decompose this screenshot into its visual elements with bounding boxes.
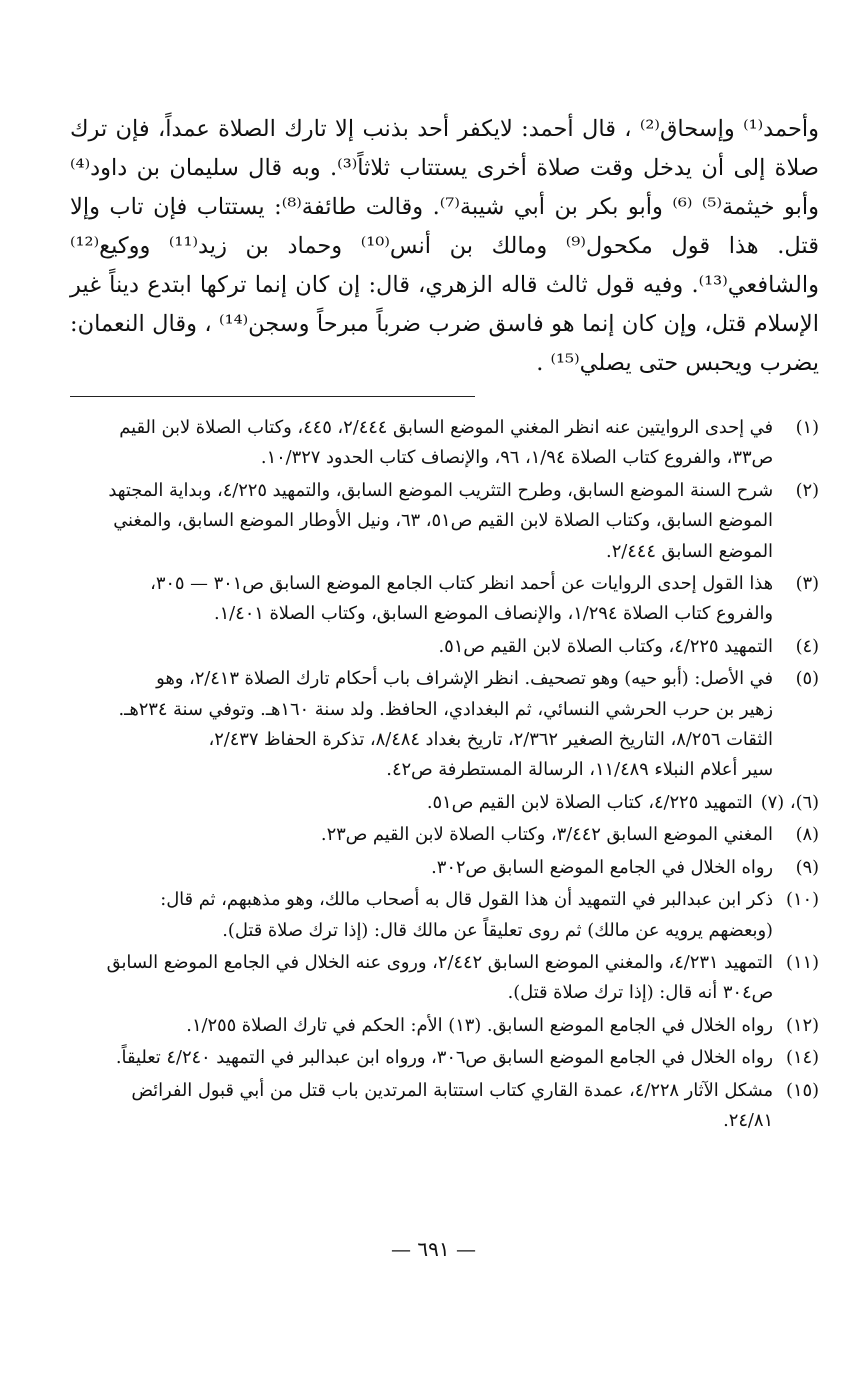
footnote-line: والفروع كتاب الصلاة ١/٢٩٤، والإنصاف الموضع السابق، وكتاب الصلاة ١/٤٠١. xyxy=(213,603,773,625)
footnote-line: زهير بن حرب الحرشي النسائي، ثم البغدادي، الحافظ. ولد سنة ١٦٠هـ. وتوفي سنة ٢٣٤هـ. xyxy=(118,698,773,720)
footnote-item xyxy=(70,788,819,818)
footnote-item xyxy=(70,1011,819,1041)
footnote-line: رواه الخلال في الجامع الموضع السابق ص٣٠٦، ورواه ابن عبدالبر في التمهيد ٤/٢٤٠ تعليقاً. xyxy=(115,1047,773,1069)
footnote-line: (وبعضهم يرويه عن مالك) ثم روى تعليقاً عن مالك قال: (إذا ترك صلاة قتل). xyxy=(222,919,773,941)
footnote-item xyxy=(70,820,819,850)
footnote-line: التمهيد ٤/٢٢٥، كتاب الصلاة لابن القيم ص٥١. xyxy=(426,791,753,813)
footnote-line: في الأصل: (أبو حيه) وهو تصحيف. انظر الإشراف باب أحكام تارك الصلاة ٢/٤١٣، وهو xyxy=(156,668,773,690)
footnote-text xyxy=(70,948,773,1009)
footnote-line: التمهيد ٤/٢٣١، والمغني الموضع السابق ٢/٤٤٢، وروى عنه الخلال في الجامع الموضع السابق xyxy=(106,951,773,973)
footnote-line: الموضع السابق ٢/٤٤٤. xyxy=(606,540,773,562)
footnote-line: ص٣٠٤ أنه قال: (إذا ترك صلاة قتل). xyxy=(507,982,773,1004)
footnote-item xyxy=(70,885,819,946)
footnote-item xyxy=(70,664,819,786)
footnote-line: التمهيد ٤/٢٢٥، وكتاب الصلاة لابن القيم ص٥١. xyxy=(438,635,773,657)
footnote-text xyxy=(70,820,773,850)
footnote-line: رواه الخلال في الجامع الموضع السابق ص٣٠٢. xyxy=(431,856,773,878)
footnote-item xyxy=(70,853,819,883)
footnote-text xyxy=(70,664,773,786)
footnote-number: (١) xyxy=(795,417,819,438)
page-number: — ٦٩١ — xyxy=(391,1237,476,1261)
footnote-line: هذا القول إحدى الروايات عن أحمد انظر كتاب الجامع الموضع السابق ص٣٠١ — ٣٠٥، xyxy=(150,573,773,595)
footnote-text xyxy=(70,476,773,567)
footnote-line: مشكل الآثار ٤/٢٢٨، عمدة القاري كتاب استتابة المرتدين باب قتل من أبي قبول الفرائض xyxy=(131,1079,773,1101)
footnote-line: رواه الخلال في الجامع الموضع السابق. (١٣) الأم: الحكم في تارك الصلاة ١/٢٥٥. xyxy=(186,1014,773,1036)
footnote-number: (٦)، (٧) xyxy=(760,791,819,813)
footnote-number: (٢) xyxy=(795,479,819,501)
footnote-number: (١٠) xyxy=(786,889,819,911)
footnotes-list xyxy=(70,413,819,1136)
footnote-line: ذكر ابن عبدالبر في التمهيد أن هذا القول قال به أصحاب مالك، وهو مذهبهم، ثم قال: xyxy=(160,889,773,911)
footnote-number: (٣) xyxy=(795,573,819,595)
footnote-line: ص٣٣، والفروع كتاب الصلاة ١/٩٤، ٩٦، والإنصاف كتاب الحدود ١٠/٣٢٧. xyxy=(260,447,773,469)
footnote-line: الموضع السابق، وكتاب الصلاة لابن القيم ص٥١، ٦٣، ونيل الأوطار الموضع السابق، والمغني xyxy=(113,510,773,532)
footnote-item xyxy=(70,569,819,630)
footnote-number: (٨) xyxy=(795,824,819,846)
footnote-text xyxy=(70,1011,773,1041)
footnote-line: الثقات ٨/٢٥٦، التاريخ الصغير ٢/٣٦٢، تاريخ بغداد ٨/٤٨٤، تذكرة الحفاظ ٢/٤٣٧، xyxy=(208,729,773,751)
footnote-item xyxy=(70,413,819,474)
footnote-text xyxy=(70,853,773,883)
footnote-text xyxy=(70,413,773,474)
footnote-line: شرح السنة الموضع السابق، وطرح التثريب الموضع السابق، والتمهيد ٤/٢٢٥، وبداية المجتهد xyxy=(108,479,773,501)
footnote-item xyxy=(70,632,819,662)
footnote-text xyxy=(70,885,773,946)
main-text-paragraph: وأحمد⁽¹⁾ وإسحاق⁽²⁾ ، قال أحمد: لايكفر أحد بذنب إلا تارك الصلاة عمداً، فإن ترك صلاة إلى أن يدخل وقت صلاة أخرى يستتاب ثلاثاً⁽³⁾. وبه قال سليمان بن داود⁽⁴⁾ وأبو خيثمة⁽⁵⁾ ⁽⁶⁾ وأبو بكر بن أبي شيبة⁽⁷⁾. وقالت طائفة⁽⁸⁾: يستتاب فإن تاب وإلا قتل. هذا قول مكحول⁽⁹⁾ ومالك بن أنس⁽¹⁰⁾ وحماد بن زيد⁽¹¹⁾ ووكيع⁽¹²⁾ والشافعي⁽¹³⁾. وفيه قول ثالث قاله الزهري، قال: إن كان إنما تركها ابتدع ديناً غير الإسلام قتل، وإن كان إنما هو فاسق ضرب ضرباً مبرحاً وسجن⁽¹⁴⁾ ، وقال النعمان: يضرب ويحبس حتى يصلي⁽¹⁵⁾ . xyxy=(70,116,820,376)
footnote-item xyxy=(70,948,819,1009)
footnote-text xyxy=(70,632,773,662)
footnote-number: (٥) xyxy=(795,668,819,690)
footnote-text xyxy=(70,1076,773,1137)
footnote-item xyxy=(70,1076,819,1137)
footnote-line: سير أعلام النبلاء ١١/٤٨٩، الرسالة المستطرفة ص٤٢. xyxy=(386,759,773,781)
footnote-text xyxy=(70,1043,773,1073)
footnote-item xyxy=(70,1043,819,1073)
footnote-number: (١٤) xyxy=(786,1047,819,1069)
footnote-text xyxy=(70,788,753,818)
footnote-text xyxy=(70,569,773,630)
footnote-separator xyxy=(70,396,475,397)
footnote-number: (١٥) xyxy=(786,1079,819,1101)
footnote-line: المغني الموضع السابق ٣/٤٤٢، وكتاب الصلاة لابن القيم ص٢٣. xyxy=(320,824,773,846)
footnote-number: (١٢) xyxy=(786,1014,819,1036)
footnote-item xyxy=(70,476,819,567)
footnote-number: (٤) xyxy=(795,635,819,657)
footnote-line: ٢٤/٨١. xyxy=(723,1109,773,1131)
footnote-number: (٩) xyxy=(795,856,819,878)
footnote-line: في إحدى الروايتين عنه انظر المغني الموضع السابق ٢/٤٤٤، ٤٤٥، وكتاب الصلاة لابن القيم xyxy=(119,417,773,438)
footnote-number: (١١) xyxy=(786,951,819,973)
